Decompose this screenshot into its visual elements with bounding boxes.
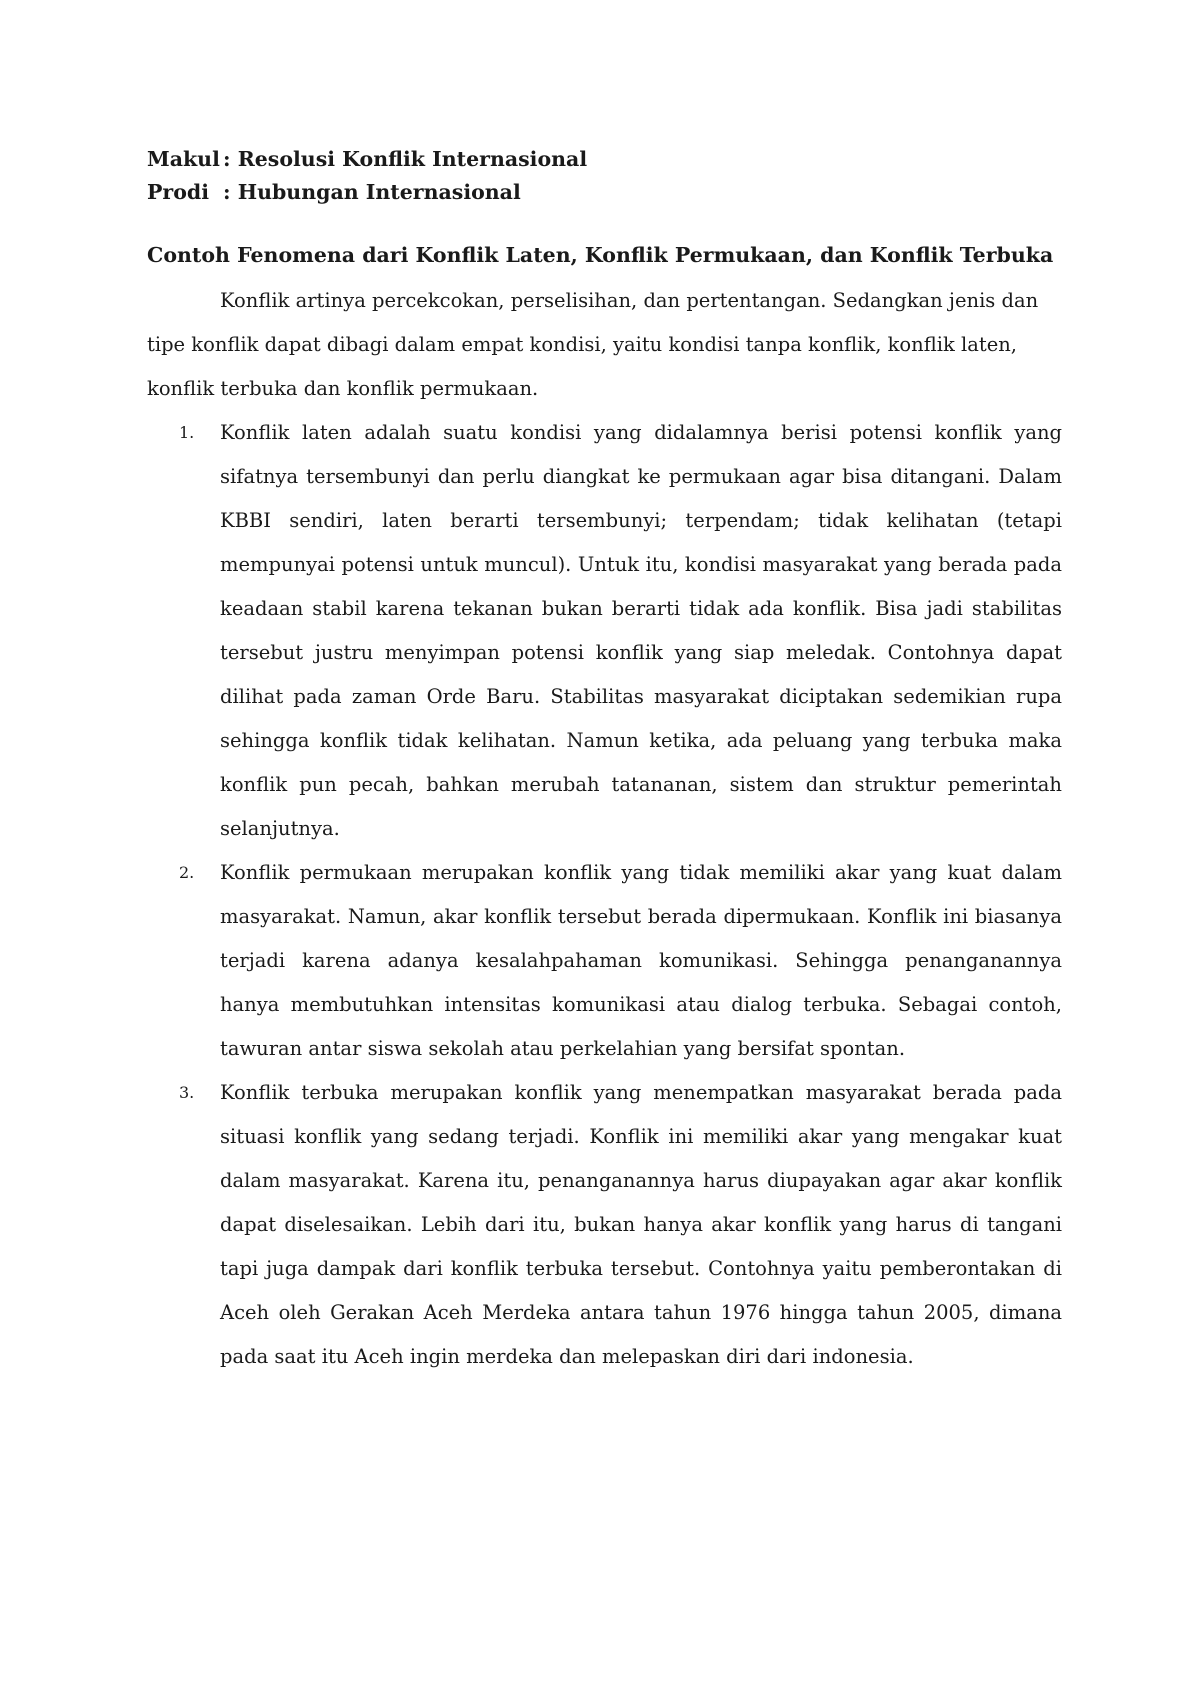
list-item-number: 1.: [179, 423, 195, 442]
course-label: Makul: [147, 147, 220, 171]
course-line: [147, 143, 1062, 176]
list-item: [147, 851, 1062, 1071]
list-item-number: 2.: [179, 863, 195, 882]
document-page: [147, 143, 1062, 1379]
study-program-label: Prodi: [147, 180, 210, 204]
study-program-value: : Hubungan Internasional: [223, 180, 521, 204]
intro-paragraph: Konflik artinya percekcokan, perselisihan, dan pertentangan. Sedangkan jenis dan tipe konflik dapat dibagi dalam empat kondisi, yaitu kondisi tanpa konflik, konflik laten, konflik terbuka dan konflik permukaan.: [147, 289, 1039, 400]
conflict-type-list: [147, 411, 1062, 1379]
course-value: : Resolusi Konflik Internasional: [223, 147, 588, 171]
list-item-text: Konflik laten adalah suatu kondisi yang didalamnya berisi potensi konflik yang sifatnya tersembunyi dan perlu diangkat ke permukaan agar bisa ditangani. Dalam KBBI sendiri, laten berarti tersembunyi; terpendam; tidak kelihatan (tetapi mempunyai potensi untuk muncul). Untuk itu, kondisi masyarakat yang berada pada keadaan stabil karena tekanan bukan berarti tidak ada konflik. Bisa jadi stabilitas tersebut justru menyimpan potensi konflik yang siap meledak. Contohnya dapat dilihat pada zaman Orde Baru. Stabilitas masyarakat diciptakan sedemikian rupa sehingga konflik tidak kelihatan. Namun ketika, ada peluang yang terbuka maka konflik pun pecah, bahkan merubah tatananan, sistem dan struktur pemerintah selanjutnya.: [220, 421, 1062, 840]
document-title: Contoh Fenomena dari Konflik Laten, Konflik Permukaan, dan Konflik Terbuka: [147, 243, 1054, 267]
list-item: [147, 411, 1062, 851]
list-item-text: Konflik terbuka merupakan konflik yang menempatkan masyarakat berada pada situasi konflik yang sedang terjadi. Konflik ini memiliki akar yang mengakar kuat dalam masyarakat. Karena itu, penanganannya harus diupayakan agar akar konflik dapat diselesaikan. Lebih dari itu, bukan hanya akar konflik yang harus di tangani tapi juga dampak dari konflik terbuka tersebut. Contohnya yaitu pemberontakan di Aceh oleh Gerakan Aceh Merdeka antara tahun 1976 hingga tahun 2005, dimana pada saat itu Aceh ingin merdeka dan melepaskan diri dari indonesia.: [220, 1081, 1062, 1368]
list-item-number: 3.: [179, 1083, 195, 1102]
study-program-line: [147, 176, 1062, 209]
list-item: [147, 1071, 1062, 1379]
list-item-text: Konflik permukaan merupakan konflik yang tidak memiliki akar yang kuat dalam masyarakat. Namun, akar konflik tersebut berada dipermukaan. Konflik ini biasanya terjadi karena adanya kesalahpahaman komunikasi. Sehingga penanganannya hanya membutuhkan intensitas komunikasi atau dialog terbuka. Sebagai contoh, tawuran antar siswa sekolah atau perkelahian yang bersifat spontan.: [220, 861, 1062, 1060]
